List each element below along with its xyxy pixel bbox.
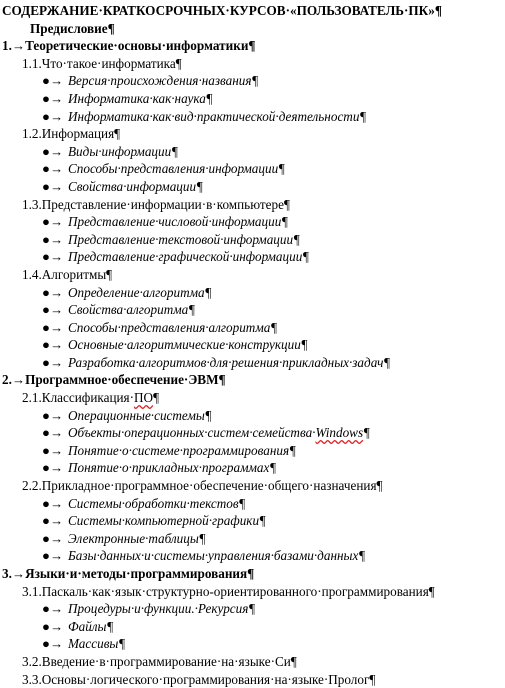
list-item: [0, 424, 505, 442]
list-item: [0, 495, 505, 513]
bullet-icon: ●→: [42, 618, 64, 634]
bullet-icon: ●→: [42, 442, 64, 458]
list-item: [0, 90, 505, 108]
bullet-icon: ●→: [42, 284, 64, 300]
list-item-text: Представление·текстовой·информации¶: [68, 231, 300, 247]
list-item-text: Системы·обработки·текстов¶: [68, 495, 246, 511]
subsection-heading: 3.1.Паскаль·как·язык·структурно-ориентированного·программирования¶: [22, 583, 435, 599]
list-item: [0, 160, 505, 178]
list-item: [0, 178, 505, 196]
section-heading: 2.→Программное·обеспечение·ЭВМ¶: [2, 372, 226, 388]
bullet-icon: ●→: [42, 143, 64, 159]
list-item: [0, 231, 505, 249]
list-item: [0, 600, 505, 618]
bullet-icon: ●→: [42, 460, 64, 476]
list-item-text: Представление·числовой·информации¶: [68, 214, 289, 230]
bullet-icon: ●→: [42, 214, 64, 230]
list-item-text: Понятие·о·системе·программирования¶: [68, 442, 296, 458]
list-item-text: Способы·представления·алгоритма¶: [68, 319, 278, 335]
subsection-heading: 1.1.Что·такое·информатика¶: [22, 55, 182, 71]
bullet-icon: ●→: [42, 73, 64, 89]
list-item-text: Версия·происхождения·названия¶: [68, 73, 259, 89]
list-item-text: Объекты·операционных·систем·семейства·Windows¶: [68, 425, 371, 441]
list-item: [0, 336, 505, 354]
subsection-heading: 1.3.Представление·информации·в·компьютере¶: [22, 196, 290, 212]
bullet-icon: ●→: [42, 425, 64, 441]
list-item: [0, 213, 505, 231]
section-heading: 3.→Языки·и·методы·программирования¶: [2, 566, 255, 581]
list-item: [0, 459, 505, 477]
subsection-label-suffix: ¶: [153, 390, 160, 406]
bullet-icon: ●→: [42, 530, 64, 546]
preface-heading: Предисловие¶: [30, 20, 115, 36]
list-item-text: Операционные·системы¶: [68, 407, 212, 423]
list-item-text: Электронные·таблицы¶: [68, 530, 206, 546]
subsection-heading: [0, 389, 505, 407]
list-item-text: Системы·компьютерной·графики¶: [68, 513, 266, 529]
bullet-icon: ●→: [42, 249, 64, 265]
list-item: [0, 512, 505, 530]
subsection-heading: 1.2.Информация¶: [22, 126, 121, 142]
spellcheck-marked-word: ПО: [134, 390, 154, 406]
bullet-icon: ●→: [42, 513, 64, 529]
list-item: [0, 284, 505, 302]
list-item: [0, 442, 505, 460]
list-item-text: Понятие·о·прикладных·программах¶: [68, 460, 277, 476]
list-item: [0, 301, 505, 319]
bullet-icon: ●→: [42, 90, 64, 106]
list-item-text: Свойства·алгоритма¶: [68, 302, 196, 318]
table-of-contents: [0, 37, 505, 688]
bullet-icon: ●→: [42, 302, 64, 318]
bullet-icon: ●→: [42, 108, 64, 124]
subsection-heading: 2.2.Прикладное·программное·обеспечение·общего·назначения¶: [22, 478, 383, 494]
bullet-icon: ●→: [42, 354, 64, 370]
bullet-icon: ●→: [42, 601, 64, 617]
list-item-text: Информатика·как·вид·практической·деятельности¶: [68, 108, 367, 124]
bullet-icon: ●→: [42, 337, 64, 353]
subsection-label-prefix: 2.1.Классификация·: [22, 390, 135, 406]
document-title: СОДЕРЖАНИЕ·КРАТКОСРОЧНЫХ·КУРСОВ·«ПОЛЬЗОВАТЕЛЬ·ПК»¶: [2, 3, 442, 18]
bullet-icon: ●→: [42, 231, 64, 247]
list-item: [0, 248, 505, 266]
list-item: [0, 354, 505, 372]
bullet-icon: ●→: [42, 495, 64, 511]
list-item-text: Базы·данных·и·системы·управления·базами·данных¶: [68, 548, 366, 564]
section-heading: 1.→Теоретические·основы·информатики¶: [2, 38, 256, 54]
spellcheck-marked-word: Windows: [315, 425, 364, 441]
list-item-text: Файлы¶: [68, 618, 114, 634]
list-item: [0, 407, 505, 425]
list-item: [0, 547, 505, 565]
list-item: [0, 108, 505, 126]
list-item: [0, 530, 505, 548]
list-item: [0, 635, 505, 653]
bullet-icon: ●→: [42, 407, 64, 423]
list-item-text: Свойства·информации¶: [68, 178, 203, 194]
bullet-icon: ●→: [42, 319, 64, 335]
subsection-heading: 3.2.Введение·в·программирование·на·языке·Си¶: [22, 653, 297, 669]
bullet-icon: ●→: [42, 636, 64, 652]
list-item: [0, 143, 505, 161]
list-item-text: Процедуры·и·функции.·Рекурсия¶: [68, 601, 256, 617]
subsection-heading: 3.3.Основы·логического·программирования·на·языке·Пролог¶: [22, 671, 376, 687]
list-item-text: Информатика·как·наука¶: [68, 90, 213, 106]
bullet-icon: ●→: [42, 548, 64, 564]
list-item-text: Способы·представления·информации¶: [68, 161, 286, 177]
bullet-icon: ●→: [42, 161, 64, 177]
bullet-icon: ●→: [42, 178, 64, 194]
list-item-text: Виды·информации¶: [68, 143, 179, 159]
list-item-text: Определение·алгоритма¶: [68, 284, 212, 300]
list-item: [0, 618, 505, 636]
list-item-text: Основные·алгоритмические·конструкции¶: [68, 337, 308, 353]
list-item: [0, 319, 505, 337]
list-item: [0, 72, 505, 90]
list-item-text: Массивы¶: [68, 636, 126, 652]
subsection-heading: 1.4.Алгоритмы¶: [22, 266, 113, 282]
list-item-text: Представление·графической·информации¶: [68, 249, 310, 265]
list-item-text: Разработка·алгоритмов·для·решения·прикладных·задач¶: [68, 354, 391, 370]
